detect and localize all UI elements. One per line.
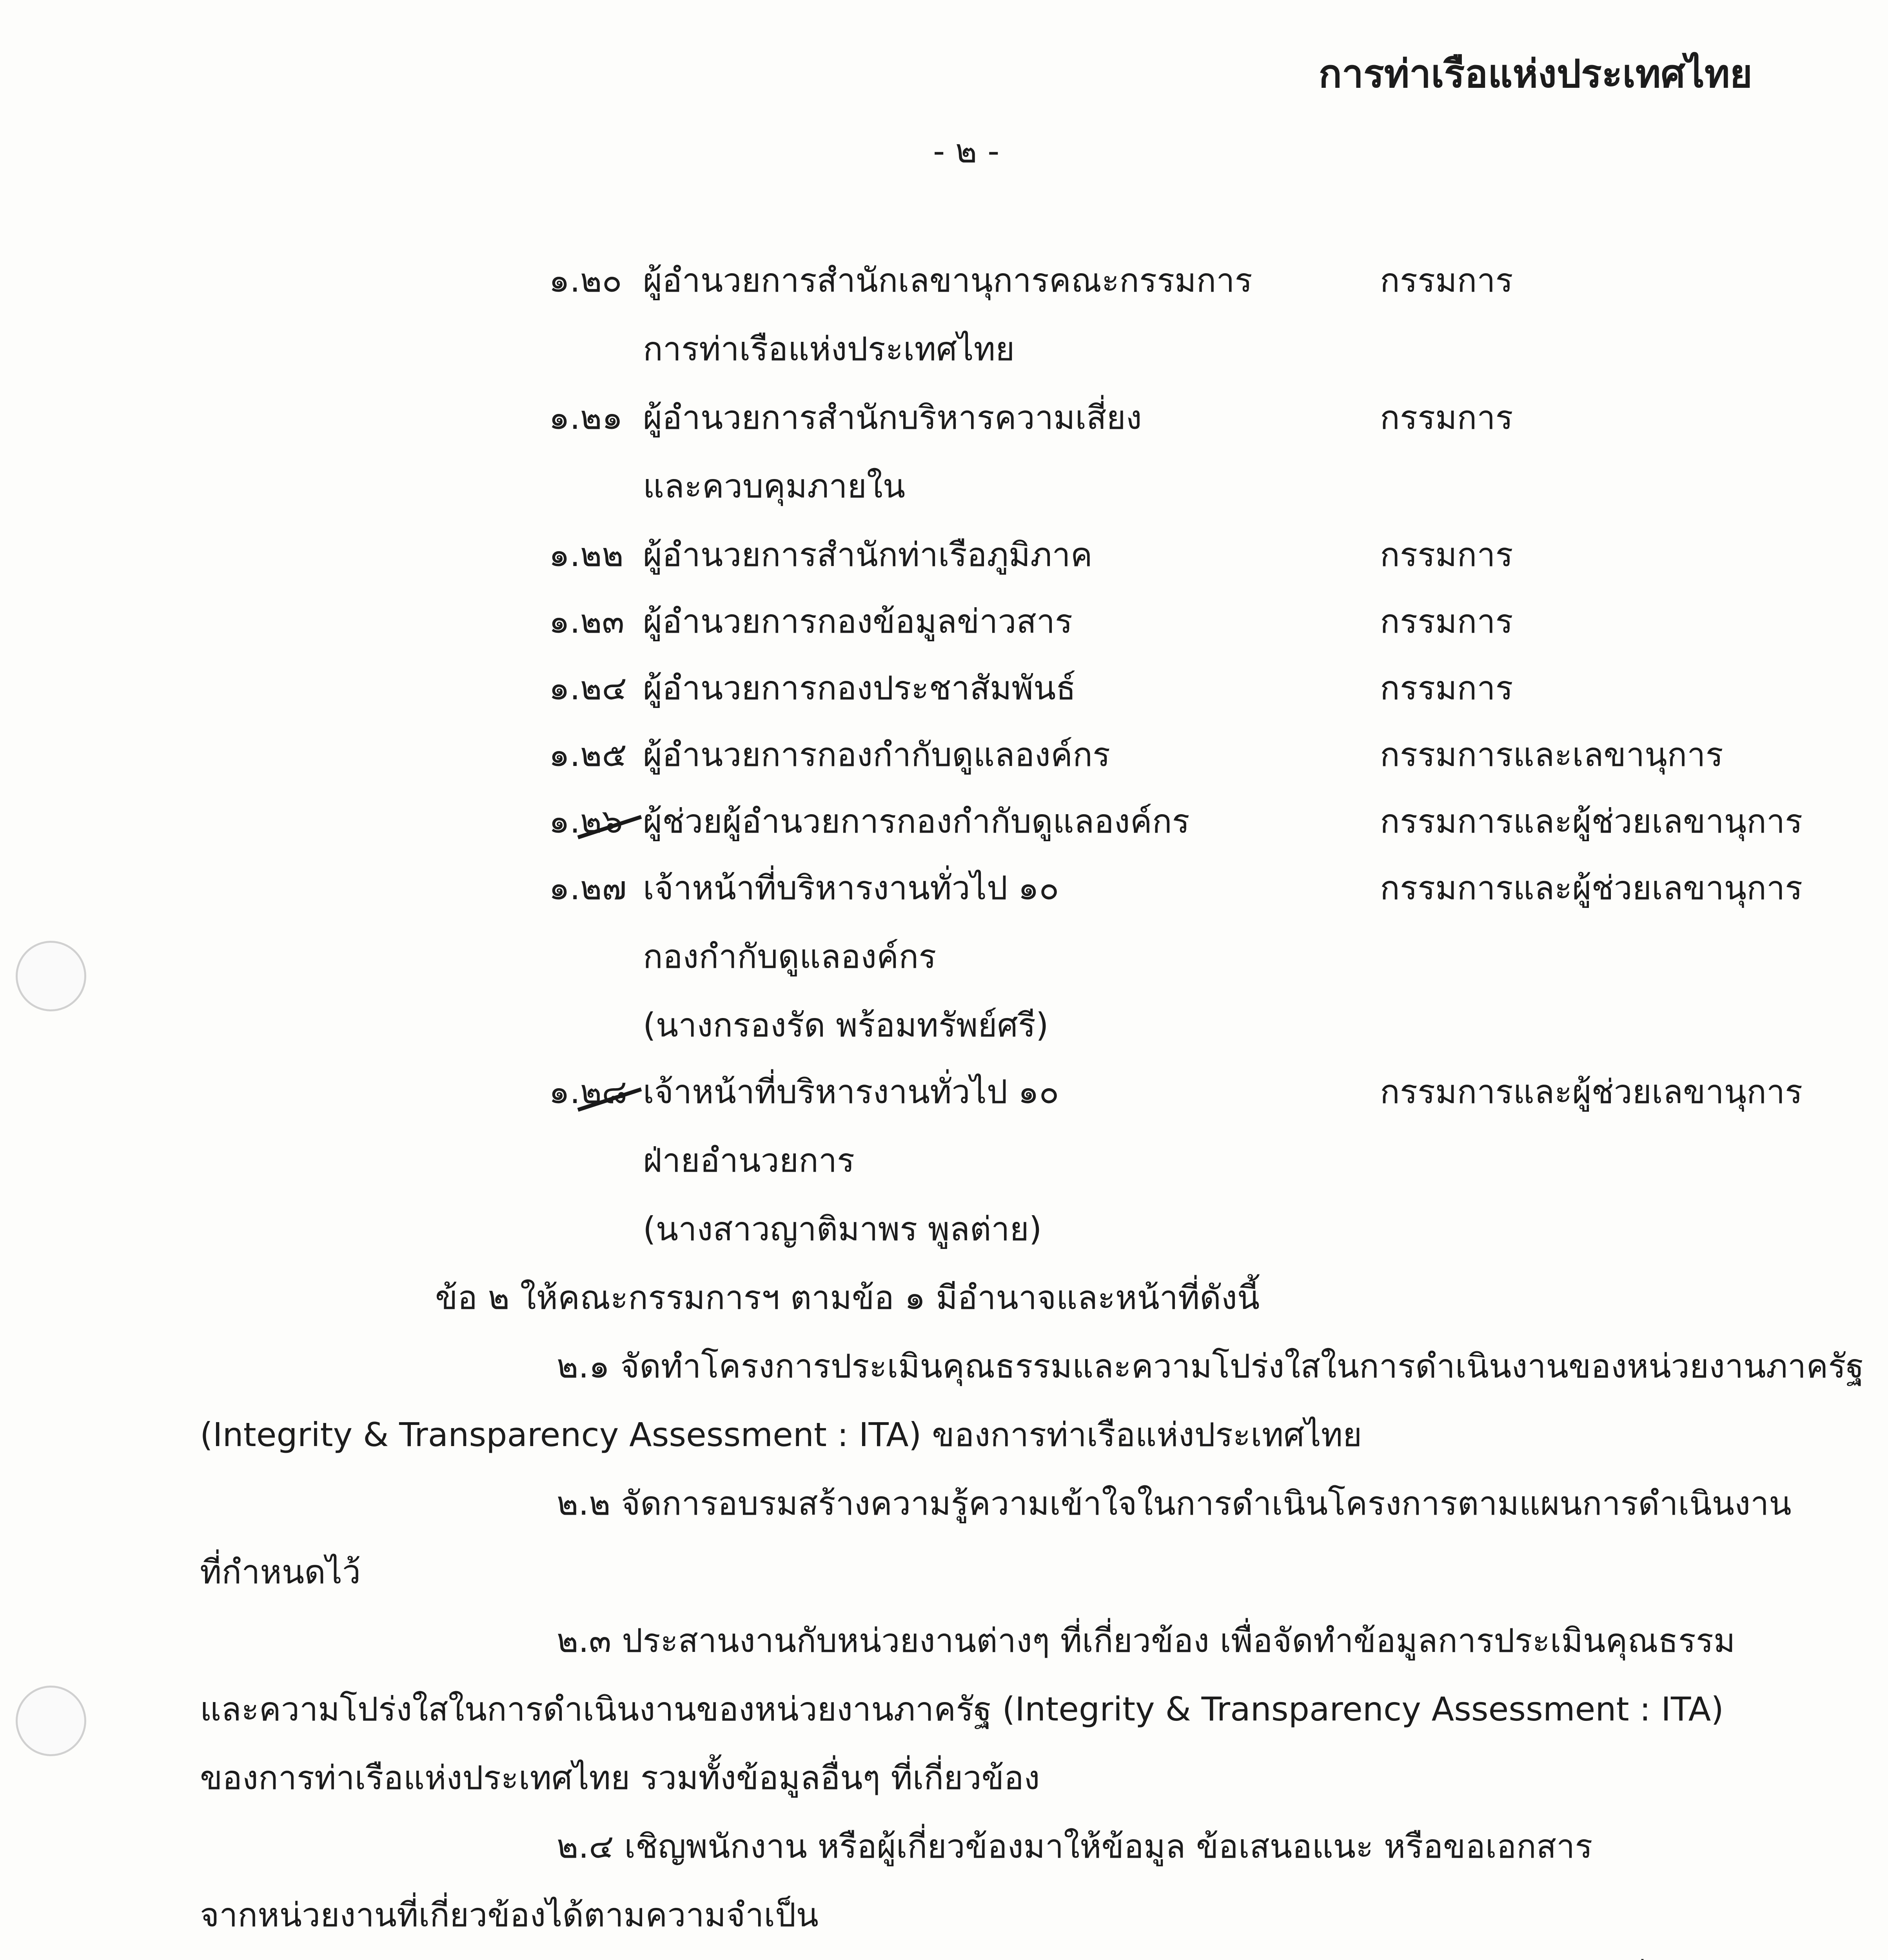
punch-hole-bottom	[16, 1686, 86, 1756]
member-number: ๑.๒๔	[549, 669, 627, 707]
member-role: กรรมการ	[1380, 669, 1513, 707]
member-title: เจ้าหน้าที่บริหารงานทั่วไป ๑๐	[643, 869, 1059, 907]
member-number: ๑.๒๗	[549, 869, 627, 907]
punch-hole-top	[16, 941, 86, 1011]
member-title: ฝ่ายอำนวยการ	[643, 1141, 855, 1180]
member-title: การท่าเรือแห่งประเทศไทย	[643, 330, 1015, 368]
member-role: กรรมการ	[1380, 398, 1513, 437]
member-title: ผู้อำนวยการกองกำกับดูแลองค์กร	[643, 735, 1111, 774]
clause-paragraph-line: ๒.๒ จัดการอบรมสร้างความรู้ความเข้าใจในการดำเนินโครงการตามแผนการดำเนินงาน	[557, 1484, 1792, 1523]
member-title: กองกำกับดูแลองค์กร	[643, 937, 937, 976]
member-role: กรรมการและผู้ช่วยเลขานุการ	[1380, 1073, 1803, 1111]
clause-paragraph-line: และความโปร่งใสในการดำเนินงานของหน่วยงานภาครัฐ (Integrity & Transparency Assessment : ITA)	[200, 1690, 1724, 1728]
member-number: ๑.๒๓	[549, 602, 624, 641]
member-number: ๑.๒๕	[549, 735, 627, 774]
member-role: กรรมการและผู้ช่วยเลขานุการ	[1380, 802, 1803, 840]
member-role: กรรมการ	[1380, 535, 1513, 574]
member-title: ผู้อำนวยการสำนักท่าเรือภูมิภาค	[643, 535, 1093, 574]
member-number: ๑.๒๑	[549, 398, 623, 437]
clause-paragraph-line: ๒.๓ ประสานงานกับหน่วยงานต่างๆ ที่เกี่ยวข้อง เพื่อจัดทำข้อมูลการประเมินคุณธรรม	[557, 1621, 1736, 1660]
member-title: ผู้อำนวยการกองประชาสัมพันธ์	[643, 669, 1076, 707]
clause-paragraph-line: ๒.๑ จัดทำโครงการประเมินคุณธรรมและความโปร่งใสในการดำเนินงานของหน่วยงานภาครัฐ	[557, 1347, 1864, 1385]
organization-header: การท่าเรือแห่งประเทศไทย	[1318, 52, 1752, 96]
page-number: - ๒ -	[933, 132, 1000, 170]
member-role: กรรมการและผู้ช่วยเลขานุการ	[1380, 869, 1803, 907]
member-role: กรรมการและเลขานุการ	[1380, 735, 1723, 774]
clause-paragraph-line: ของการท่าเรือแห่งประเทศไทย รวมทั้งข้อมูลอื่นๆ ที่เกี่ยวข้อง	[200, 1759, 1040, 1797]
member-title: ผู้อำนวยการสำนักบริหารความเสี่ยง	[643, 398, 1142, 437]
member-number: ๑.๒๒	[549, 535, 624, 574]
member-number: ๑.๒๐	[549, 261, 622, 299]
clause-paragraph-line: (Integrity & Transparency Assessment : ITA) ของการท่าเรือแห่งประเทศไทย	[200, 1416, 1362, 1454]
member-number: ๑.๒๘	[549, 1073, 628, 1111]
member-role: กรรมการ	[1380, 602, 1513, 641]
clause-heading: ข้อ ๒ ให้คณะกรรมการฯ ตามข้อ ๑ มีอำนาจและหน้าที่ดังนี้	[435, 1278, 1260, 1317]
member-number: ๑.๒๖	[549, 802, 623, 840]
clause-paragraph-line: ๒.๔ เชิญพนักงาน หรือผู้เกี่ยวข้องมาให้ข้อมูล ข้อเสนอแนะ หรือขอเอกสาร	[557, 1827, 1593, 1866]
member-title: เจ้าหน้าที่บริหารงานทั่วไป ๑๐	[643, 1073, 1059, 1111]
clause-paragraph-line: จากหน่วยงานที่เกี่ยวข้องได้ตามความจำเป็น	[200, 1896, 819, 1934]
member-title: ผู้อำนวยการกองข้อมูลข่าวสาร	[643, 602, 1073, 641]
member-role: กรรมการ	[1380, 261, 1513, 299]
member-title: ผู้ช่วยผู้อำนวยการกองกำกับดูแลองค์กร	[643, 802, 1190, 840]
member-title: และควบคุมภายใน	[643, 467, 906, 505]
member-title: (นางกรองรัด พร้อมทรัพย์ศรี)	[643, 1006, 1049, 1044]
clause-paragraph-line: ที่กำหนดไว้	[200, 1553, 361, 1591]
member-title: ผู้อำนวยการสำนักเลขานุการคณะกรรมการ	[643, 261, 1253, 299]
member-title: (นางสาวญาติมาพร พูลต่าย)	[643, 1210, 1042, 1248]
